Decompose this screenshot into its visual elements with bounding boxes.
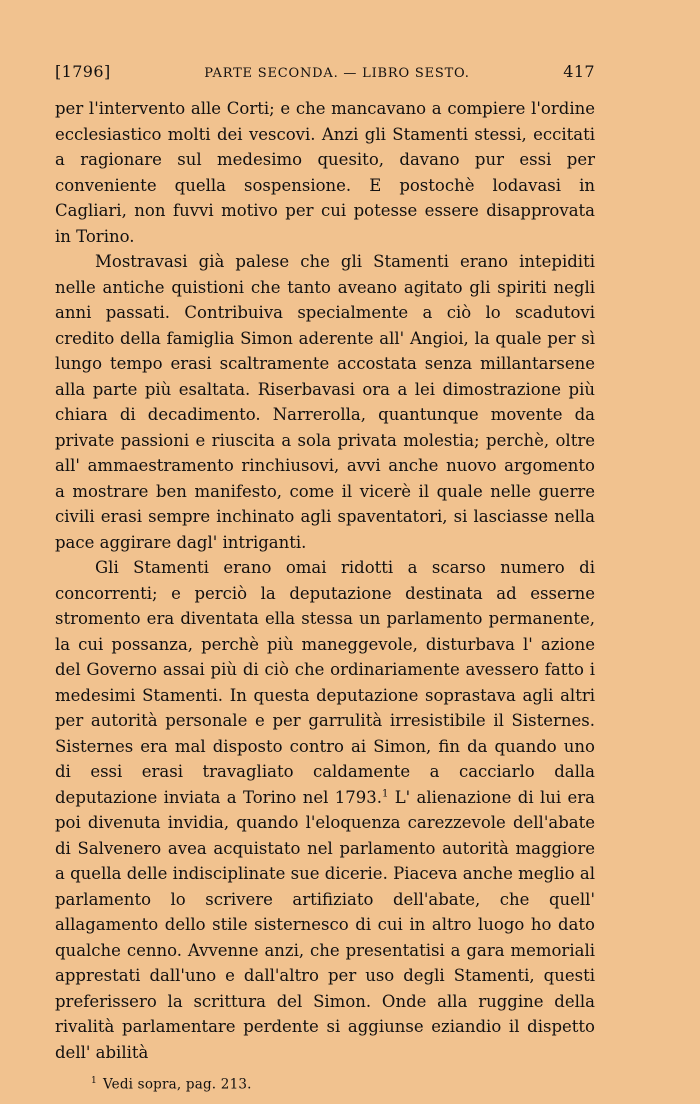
footnote-reference: 1 <box>381 788 389 799</box>
page-number: 417 <box>563 62 595 81</box>
header-year: [1796] <box>55 62 111 81</box>
footnote-marker: 1 <box>91 1076 97 1086</box>
header-title: PARTE SECONDA. — LIBRO SESTO. <box>204 66 470 81</box>
body-text <box>55 96 595 1065</box>
book-page <box>55 62 595 1095</box>
paragraph-1: per l'intervento alle Corti; e che mancavano a compiere l'ordine ecclesiastico molti dei vescovi. Anzi gli Stamenti stessi, eccitati a ragionare sul medesimo quesito, davano pur essi per conveniente quella sospensione. E postochè lodavasi in Cagliari, non fuvvi motivo per cui potesse essere disapprovata in Torino. <box>55 99 595 246</box>
paragraph-3: Gli Stamenti erano omai ridotti a scarso numero di concorrenti; e perciò la deputazione destinata ad esserne stromento era diventata ella stessa un parlamento permanente, la cui possanza, perchè più maneggevole, disturbava l' azione del Governo assai più di ciò che ordinariamente avessero fatto i medesimi Stamenti. In questa deputazione soprastava agli altri per autorità personale e per garrulità irresistibile il Sisternes. Sisternes era mal disposto contro ai Simon, fin da quando uno di essi erasi travagliato caldamente a cacciarlo dalla deputazione inviata a Torino nel 1793.$^1$ L' alienazione di lui era poi divenuta invidia, quando l'eloquenza carezzevole dell'abate di Salvenero avea acquistato nel parlamento autorità maggiore a quella delle indisciplinate sue dicerie. Piaceva anche meglio al parlamento lo scrivere artifiziato dell'abate, che quell' allagamento dello stile sisternesco di cui in altro luogo ho dato qualche cenno. Avvenne anzi, che presentatisi a gara memoriali apprestati dall'uno e dall'altro per uso degli Stamenti, questi preferissero la scrittura del Simon. Onde alla ruggine della rivalità parlamentare perdente si aggiunse eziandio il dispetto dell' abilità <box>55 558 595 1062</box>
paragraph-2: Mostravasi già palese che gli Stamenti erano intepiditi nelle antiche quistioni che tanto aveano agitato gli spiriti negli anni passati. Contribuiva specialmente a ciò lo scadutovi credito della famiglia Simon aderente all' Angioi, la quale per sì lungo tempo erasi scaltramente accostata senza millantarsene alla parte più esaltata. Riserbavasi ora a lei dimostrazione più chiara di decadimento. Narrerolla, quantunque movente da private passioni e riuscita a sola privata molestia; perchè, oltre all' ammaestramento rinchiusovi, avvi anche nuovo argomento a mostrare ben manifesto, come il vicerè il quale nelle guerre civili erasi sempre inchinato agli spaventatori, si lasciasse nella pace aggirare dagl' intriganti. <box>55 252 595 552</box>
running-head <box>55 62 595 88</box>
footnote-text: Vedi sopra, pag. 213. <box>102 1076 252 1093</box>
footnote <box>55 1071 595 1095</box>
